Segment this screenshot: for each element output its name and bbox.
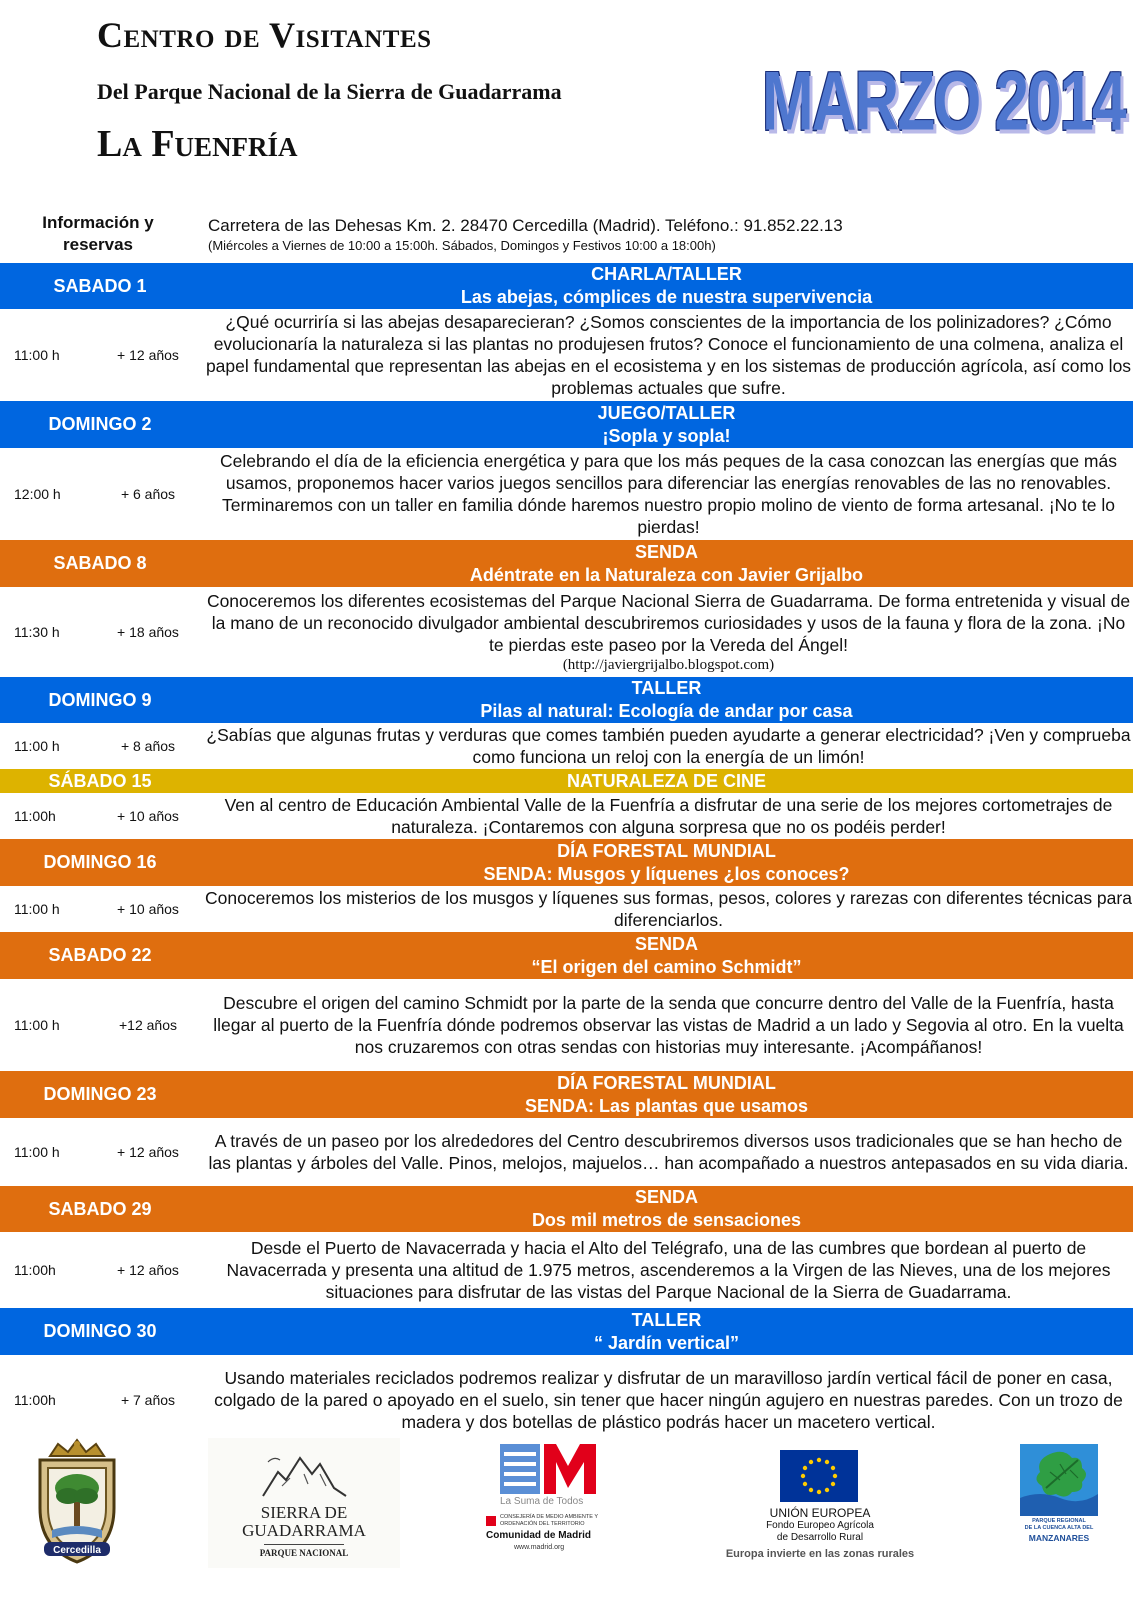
event-type: SENDA (634, 933, 698, 954)
event-age: + 10 años (117, 901, 179, 917)
event-title: Pilas al natural: Ecología de andar por casa (480, 701, 853, 721)
event-time: 12:00 h (14, 486, 61, 502)
event-description (204, 448, 1133, 540)
eu-slogan: Europa invierte en las zonas rurales (725, 1548, 915, 1560)
info-hours: (Miércoles a Viernes de 10:00 a 15:00h. Sábados, Domingos y Festivos 10:00 a 18:00h) (208, 238, 716, 253)
event-body-7 (0, 979, 1144, 1071)
event-heading (200, 769, 1133, 793)
event-description-text: Conoceremos los misterios de los musgos y líquenes sus formas, pesos, colores y rarezas con diferentes técnicas para diferenciarlos. (205, 888, 1132, 930)
event-heading (200, 540, 1133, 587)
event-time: 11:00 h (14, 901, 60, 917)
event-type: TALLER (631, 678, 702, 698)
page-subtitle: Del Parque Nacional de la Sierra de Guadarrama (97, 79, 562, 104)
event-day: DOMINGO 2 (0, 401, 200, 448)
event-time: 11:00 h (14, 1144, 60, 1160)
event-day: SABADO 22 (0, 932, 200, 979)
event-type: CHARLA/TALLER (591, 264, 742, 284)
event-title: ¡Sopla y sopla! (602, 425, 731, 446)
event-header-2 (0, 401, 1144, 448)
event-header-5 (0, 769, 1144, 793)
event-link[interactable]: (http://javiergrijalbo.blogspot.com) (562, 657, 775, 673)
event-age: + 6 años (120, 486, 176, 502)
event-body-1 (0, 309, 1144, 401)
event-age: + 12 años (117, 1262, 179, 1278)
event-age: + 10 años (117, 808, 179, 824)
sponsor-logos (0, 1460, 1144, 1600)
event-time: 11:00 h (14, 738, 60, 754)
month-title: MARZO 2014 (762, 55, 1125, 149)
event-heading (200, 839, 1133, 886)
event-header-3 (0, 540, 1144, 587)
park-name-line1: PARQUE REGIONAL (1032, 1518, 1086, 1524)
event-description-text: ¿Qué ocurriría si las abejas desaparecieran? ¿Somos conscientes de la importancia de los polinizadores? ¿Cómo evolucionaría la naturaleza si las plantas no produjesen frutos? Conoce el funcionamiento de una colmena, analiza el papel fundamental que representan las abejas en el ecosistema y en los sistemas de producción agrícola, así como los problemas actuales que sufre. (205, 312, 1132, 398)
event-body-2 (0, 448, 1144, 540)
event-day: SABADO 8 (0, 540, 200, 587)
event-time: 11:00 h (14, 1017, 60, 1033)
event-header-7 (0, 932, 1144, 979)
event-header-9 (0, 1186, 1144, 1232)
event-time: 11:00h (14, 1392, 56, 1408)
event-description (204, 793, 1133, 839)
event-description-text: ¿Sabías que algunas frutas y verduras que comes también pueden ayudarte a generar electricidad? ¡Ven y comprueba como funciona un reloj con la energía de un limón! (206, 725, 1131, 767)
event-title: “El origen del camino Schmidt” (531, 956, 802, 977)
event-heading (200, 677, 1133, 723)
event-description (204, 979, 1133, 1071)
event-description (204, 886, 1133, 932)
coat-of-arms-icon (22, 1438, 132, 1570)
event-body-10 (0, 1355, 1144, 1445)
eu-fund-line1: Fondo Europeo Agrícola (766, 1520, 874, 1531)
event-type: TALLER (631, 1309, 702, 1330)
event-title: Dos mil metros de sensaciones (531, 1210, 802, 1230)
madrid-name: Comunidad de Madrid (486, 1530, 591, 1541)
event-description (204, 1232, 1133, 1308)
event-day: DOMINGO 23 (0, 1071, 200, 1118)
park-name-line3: MANZANARES (1028, 1533, 1090, 1543)
mountain-sketch-icon (208, 1444, 400, 1504)
place-name: La Fuenfría (97, 123, 298, 165)
info-label: Información y reservas (42, 213, 154, 254)
event-heading (200, 401, 1133, 448)
event-day: SABADO 29 (0, 1186, 200, 1232)
event-time: 11:00 h (14, 347, 60, 363)
madrid-department: CONSEJERÍA DE MEDIO AMBIENTE Y ORDENACIÓN DEL TERRITORIO (500, 1514, 598, 1527)
event-title: “ Jardín vertical” (593, 1332, 740, 1353)
event-title: Adéntrate en la Naturaleza con Javier Grijalbo (469, 564, 864, 585)
event-description-text: Desde el Puerto de Navacerrada y hacia el Alto del Telégrafo, una de las cumbres que bordean al puerto de Navacerrada y presenta una altitud de 1.975 metros, ascenderemos a la Virgen de las Nieves, una de los mejores situaciones para disfrutar de las vistas del Parque Nacional de la Sierra de Guadarrama. (226, 1238, 1111, 1302)
event-description-text: Usando materiales reciclados podremos realizar y disfrutar de un maravilloso jardín vertical fácil de poner en casa, colgado de la pared o apoyado en el suelo, sin tener que hacer ningún agujero en nuestras paredes. Con un trozo de madera y dos botellas de plástico podrás hacer un macetero vertical. (214, 1368, 1123, 1432)
event-time: 11:00h (14, 1262, 56, 1278)
event-description-text: Celebrando el día de la eficiencia energética y para que los más peques de la casa conozcan las energías que más usamos, proponemos hacer varios juegos sencillos para diferenciar las energías renovables de las no renovables. Terminaremos con un taller en familia dónde haremos nuestro propio molino de viento de forma artesanal. ¡No te lo pierdas! (220, 451, 1117, 537)
event-description-text: A través de un paseo por los alrededores del Centro descubriremos diversos usos tradicionales que se han hecho de las plantas y árboles del Valle. Pinos, melojos, majuelos… han acompañado a nuestros antepasados en su vida diaria. (208, 1131, 1129, 1173)
park-name-line2: DE LA CUENCA ALTA DEL (1024, 1525, 1094, 1531)
sierra-name-line1: SIERRA DE (260, 1503, 348, 1522)
event-description (204, 309, 1133, 401)
cercedilla-label: Cercedilla (53, 1545, 101, 1556)
madrid-url: www.madrid.org (514, 1544, 565, 1551)
event-title: SENDA: Las plantas que usamos (524, 1095, 809, 1116)
event-description (204, 587, 1133, 677)
event-description-text: Ven al centro de Educación Ambiental Valle de la Fuenfría a disfrutar de una serie de los mejores cortometrajes de naturaleza. ¡Contaremos con alguna sorpresa que no os podéis perder! (224, 795, 1113, 837)
event-day: DOMINGO 9 (0, 677, 200, 723)
event-day: SÁBADO 15 (0, 769, 200, 793)
event-body-8 (0, 1118, 1144, 1186)
event-title: SENDA: Musgos y líquenes ¿los conoces? (483, 863, 850, 884)
madrid-flag-icon (486, 1516, 496, 1526)
event-heading (200, 1308, 1133, 1355)
event-body-9 (0, 1232, 1144, 1308)
event-age: + 12 años (117, 347, 179, 363)
event-type: SENDA (634, 541, 698, 562)
event-header-4 (0, 677, 1144, 723)
event-heading (200, 263, 1133, 309)
eu-fund-line2: de Desarrollo Rural (776, 1532, 864, 1543)
event-description-text: Descubre el origen del camino Schmidt por la parte de la senda que concurre dentro del Valle de la Fuenfría, hasta llegar al puerto de la Fuenfría dónde podremos observar las vistas de Madrid a un lado y Segovia al otro. En la vuelta nos cruzaremos con otras sendas con historias muy interesante. ¡Acompáñanos! (213, 993, 1124, 1057)
cercedilla-logo (22, 1438, 132, 1570)
event-type: DÍA FORESTAL MUNDIAL (557, 840, 776, 861)
sierra-name-line2: GUADARRAMA (242, 1521, 366, 1540)
event-age: + 8 años (120, 738, 176, 754)
parque-regional-logo (1020, 1444, 1098, 1552)
event-day: SABADO 1 (0, 263, 200, 309)
event-heading (200, 1071, 1133, 1118)
madrid-tagline: La Suma de Todos (500, 1496, 584, 1507)
divider (264, 1544, 344, 1545)
event-header-8 (0, 1071, 1144, 1118)
event-age: + 7 años (120, 1392, 176, 1408)
event-heading (200, 1186, 1133, 1232)
info-address: Carretera de las Dehesas Km. 2. 28470 Cercedilla (Madrid). Teléfono.: 91.852.22.13 (208, 216, 843, 235)
sierra-subtitle: PARQUE NACIONAL (259, 1548, 349, 1558)
event-heading (200, 932, 1133, 979)
page-title: Centro de Visitantes (97, 15, 432, 55)
eu-name: UNIÓN EUROPEA (769, 1506, 871, 1520)
union-europea-logo (700, 1450, 940, 1562)
event-type: JUEGO/TALLER (597, 402, 736, 423)
event-time: 11:30 h (14, 624, 60, 640)
madrid-m-icon (500, 1444, 596, 1494)
event-header-10 (0, 1308, 1144, 1355)
event-title: Las abejas, cómplices de nuestra supervivencia (460, 287, 873, 307)
event-day: DOMINGO 30 (0, 1308, 200, 1355)
eu-flag-icon (780, 1450, 858, 1502)
event-type: SENDA (634, 1187, 698, 1207)
event-header-6 (0, 839, 1144, 886)
event-type: DÍA FORESTAL MUNDIAL (557, 1072, 776, 1093)
event-body-5 (0, 793, 1144, 839)
event-description (204, 1118, 1133, 1186)
event-time: 11:00h (14, 808, 56, 824)
sierra-guadarrama-logo (208, 1438, 400, 1568)
event-body-4 (0, 723, 1144, 769)
event-description-text: Conoceremos los diferentes ecosistemas del Parque Nacional Sierra de Guadarrama. De forma entretenida y visual de la mano de un reconocido divulgador ambiental descubriremos curiosidades y usos de la fauna y flora de la zona. ¡No te pierdas este paseo por la Vereda del Ángel! (206, 591, 1131, 655)
event-type: NATURALEZA DE CINE (567, 770, 766, 791)
event-header-1 (0, 263, 1144, 309)
event-day: DOMINGO 16 (0, 839, 200, 886)
event-age: + 12 años (117, 1144, 179, 1160)
event-body-3 (0, 587, 1144, 677)
oak-leaf-icon (1020, 1444, 1098, 1516)
event-description (204, 1355, 1133, 1445)
comunidad-madrid-logo (478, 1444, 614, 1564)
event-age: +12 años (119, 1017, 177, 1033)
event-description (204, 723, 1133, 769)
event-age: + 18 años (117, 624, 179, 640)
event-body-6 (0, 886, 1144, 932)
